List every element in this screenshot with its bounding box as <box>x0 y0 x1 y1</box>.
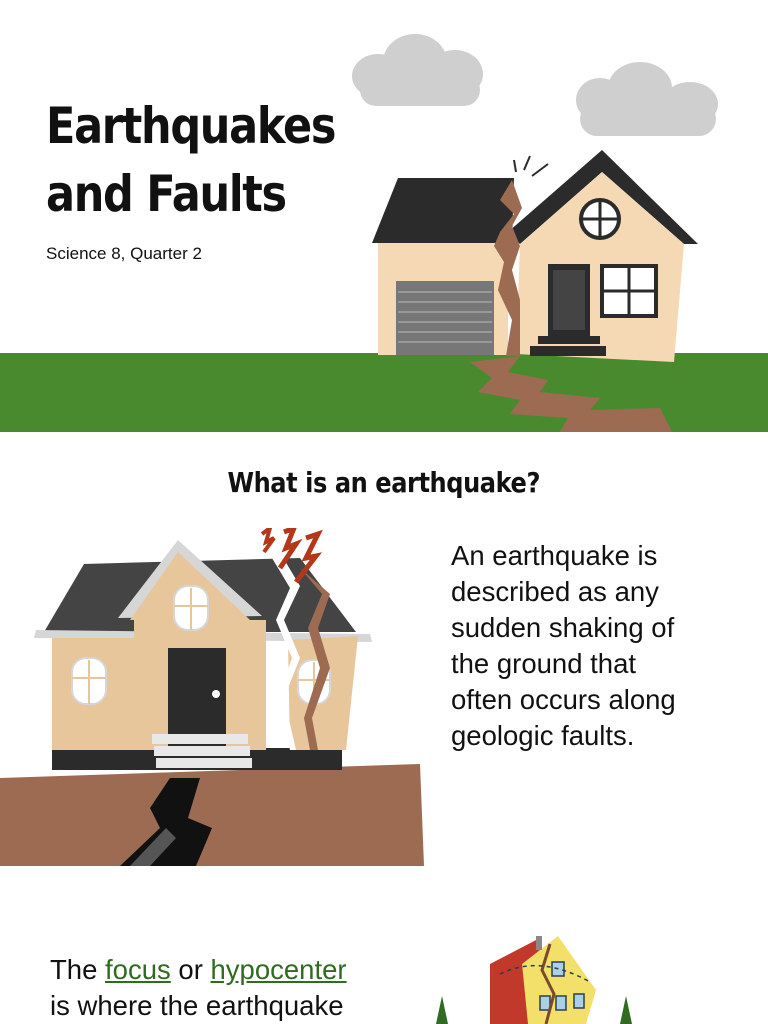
text-line: often occurs along <box>451 684 676 715</box>
focus-slide <box>0 868 768 1024</box>
collapsing-house-illustration <box>0 528 430 868</box>
slide-heading <box>0 466 768 499</box>
slide-subtitle: Science 8, Quarter 2 <box>46 244 202 263</box>
definition-paragraph <box>451 538 751 754</box>
text-line: described as any <box>451 576 659 607</box>
text-line: sudden shaking of <box>451 612 675 643</box>
definition-slide <box>0 432 768 868</box>
cloud-icon <box>576 62 718 136</box>
cloud-icon <box>352 34 483 106</box>
heading-text: What is an earthquake? <box>227 466 541 499</box>
focus-paragraph <box>50 952 410 1024</box>
text-line: geologic faults. <box>451 720 635 751</box>
tilted-house-illustration <box>430 934 650 1024</box>
title-line-1: Earthquakes <box>46 97 336 155</box>
text-line: is where the earthquake <box>50 990 344 1021</box>
cracked-house-illustration <box>0 0 768 432</box>
text-fragment: The <box>50 954 106 985</box>
title-slide <box>0 0 768 432</box>
text-line <box>50 952 410 988</box>
hypocenter-link[interactable]: hypocenter <box>210 954 347 985</box>
text-line: An earthquake is <box>451 540 658 571</box>
title-line-2: and Faults <box>46 165 286 223</box>
text-fragment: or <box>170 954 211 985</box>
focus-link[interactable]: focus <box>105 954 171 985</box>
text-line: the ground that <box>451 648 637 679</box>
